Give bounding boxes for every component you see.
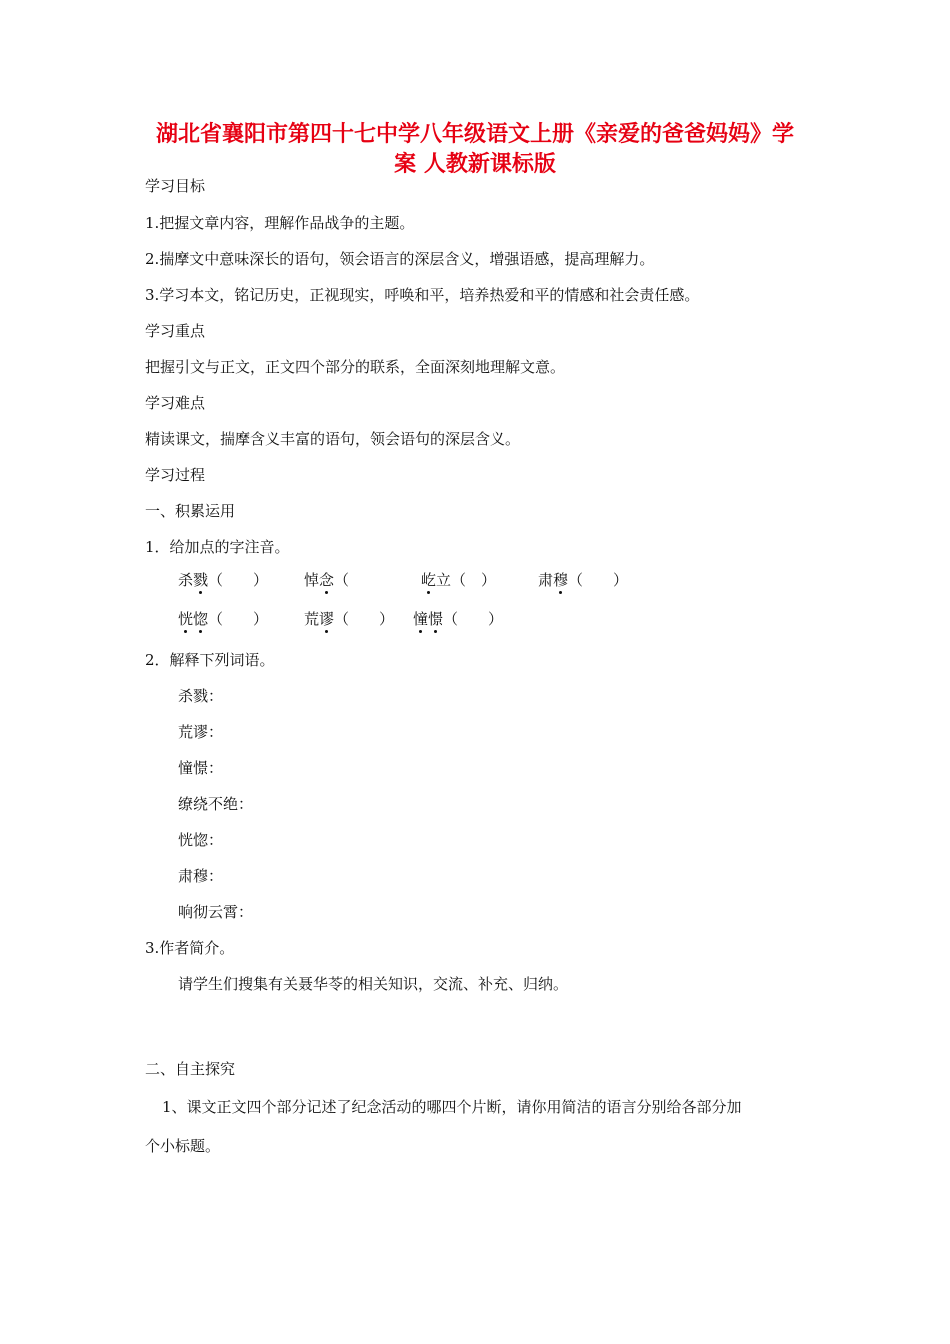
pinyin-item: 悼念（: [304, 571, 350, 589]
goal-1: 1.把握文章内容，理解作品战争的主题。: [145, 214, 415, 232]
word-item: 肃穆：: [178, 867, 224, 885]
part-2-heading: 二、自主探究: [145, 1060, 236, 1078]
word-item: 杀戮：: [178, 687, 224, 705]
title-line-2: 案 人教新课标版: [394, 152, 556, 177]
goals-heading: 学习目标: [145, 177, 206, 195]
goal-2: 2.揣摩文中意味深长的语句，领会语言的深层含义，增强语感，提高理解力。: [145, 250, 655, 268]
question-3-text: 请学生们搜集有关聂华苓的相关知识，交流、补充、归纳。: [178, 975, 569, 993]
question-3: 3.作者简介。: [145, 939, 235, 957]
question-2: 2．解释下列词语。: [145, 651, 275, 669]
key-heading: 学习重点: [145, 322, 206, 340]
word-item: 荒谬：: [178, 723, 224, 741]
word-item: 响彻云霄：: [178, 903, 254, 921]
process-heading: 学习过程: [145, 466, 206, 484]
document-title: [130, 120, 820, 180]
pinyin-item: 荒谬（ ）: [304, 610, 395, 628]
pinyin-item: 憧憬（ ）: [413, 610, 504, 628]
pinyin-item: 杀戮（ ）: [178, 571, 269, 589]
goal-3: 3.学习本文，铭记历史，正视现实，呼唤和平，培养热爱和平的情感和社会责任感。: [145, 286, 700, 304]
part-1-heading: 一、积累运用: [145, 502, 236, 520]
question-1: 1．给加点的字注音。: [145, 538, 290, 556]
pinyin-item: 屹立（ ）: [421, 571, 497, 589]
explore-1-line-1: 1、课文正文四个部分记述了纪念活动的哪四个片断，请你用简洁的语言分别给各部分加: [162, 1098, 742, 1116]
pinyin-row-2: [178, 609, 678, 631]
word-item: 憧憬：: [178, 759, 224, 777]
pinyin-row-1: [178, 570, 678, 592]
word-item: 恍惚：: [178, 831, 224, 849]
pinyin-item: 肃穆（ ）: [538, 571, 629, 589]
difficult-text: 精读课文，揣摩含义丰富的语句，领会语句的深层含义。: [145, 430, 521, 448]
explore-1-line-2: 个小标题。: [145, 1137, 221, 1155]
key-text: 把握引文与正文，正文四个部分的联系，全面深刻地理解文意。: [145, 358, 566, 376]
word-item: 缭绕不绝：: [178, 795, 254, 813]
title-line-1: 湖北省襄阳市第四十七中学八年级语文上册《亲爱的爸爸妈妈》学: [155, 122, 794, 147]
pinyin-item: 恍惚（ ）: [178, 610, 269, 628]
difficult-heading: 学习难点: [145, 394, 206, 412]
